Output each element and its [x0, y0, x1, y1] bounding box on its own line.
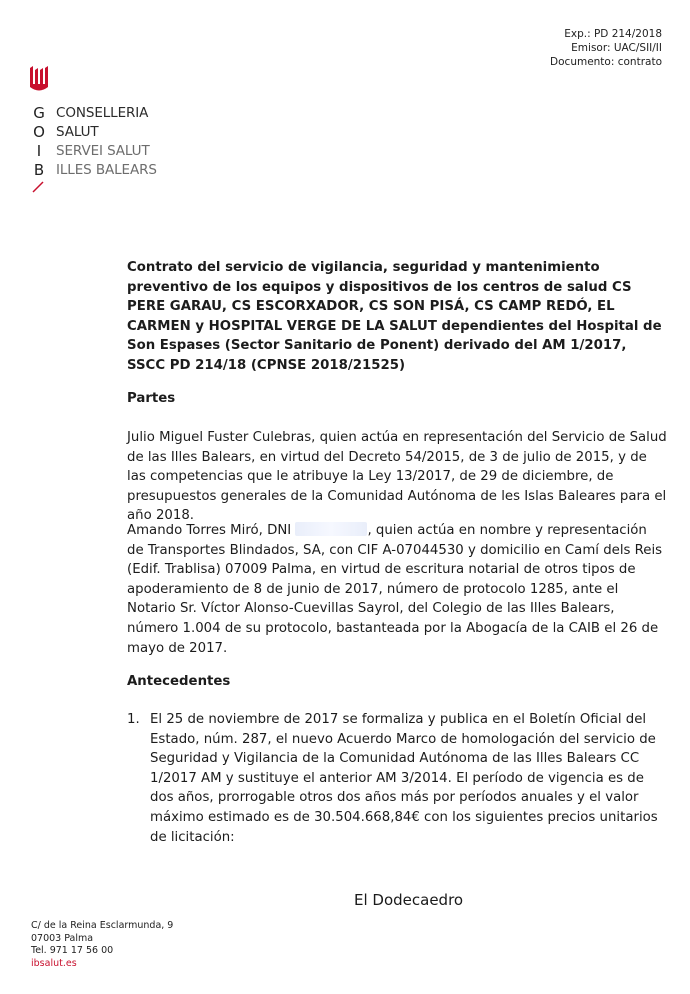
document-reference: [550, 27, 662, 69]
contract-title: Contrato del servicio de vigilancia, seguridad y mantenimiento preventivo de los equipos y dispositivos de los centros de salud CS PERE GARAU, CS ESCORXADOR, CS SON PISÁ, CS CAMP REDÓ, EL CARMEN y HOSPITAL VERGE DE LA SALUT dependientes del Hospital de Son Espases (Sector Sanitario de Ponent) derivado del AM 1/2017, SSCC PD 214/18 (CPNSE 2018/21525): [127, 260, 662, 373]
goib-letters: [32, 104, 46, 180]
address-phone: Tel. 971 17 56 00: [31, 945, 114, 956]
watermark-label: El Dodecaedro: [354, 891, 464, 909]
department-line-3: SERVEI SALUT: [56, 143, 150, 159]
section-heading-antecedentes: Antecedentes: [127, 674, 231, 689]
footer-address: [31, 920, 173, 970]
party-2-intro: Amando Torres Miró, DNI: [127, 523, 296, 538]
list-item-number: 1.: [127, 712, 140, 727]
expedient-number: Exp.: PD 214/2018: [564, 28, 662, 40]
party-paragraph-1: Julio Miguel Fuster Culebras, quien actúa en representación del Servicio de Salud de las Illes Balears, en virtud del Decreto 54/2015, de 3 de julio de 2015, y de las competencias que le atribuye la Ley 13/2017, de 29 de diciembre, de presupuestos generales de la Comunidad Autónoma de les Islas Baleares para el año 2018.: [127, 430, 667, 524]
document-type: Documento: contrato: [550, 56, 662, 68]
issuer: Emisor: UAC/SII/II: [571, 42, 662, 54]
govern-coat-of-arms-icon: [29, 66, 49, 94]
goib-letter-i: I: [36, 142, 42, 160]
party-2-text: , quien actúa en nombre y representación de Transportes Blindados, SA, con CIF A-07044530 y domicilio en Camí dels Reis (Edif. Trablisa) 07009 Palma, en virtud de escritura notarial de otros tipos de apoderamiento de 8 de junio de 2017, número de protocolo 1285, ante el Notario Sr. Víctor Alonso-Cuevillas Sayrol, del Colegio de las Illes Balears, número 1.004 de su protocolo, bastanteada por la Abogacía de la CAIB el 26 de mayo de 2017.: [127, 523, 663, 656]
department-line-1: CONSELLERIA: [56, 105, 149, 121]
list-item: [127, 710, 667, 847]
website-link[interactable]: ibsalut.es: [31, 957, 77, 969]
redacted-dni: [295, 522, 367, 536]
department-line-4: ILLES BALEARS: [56, 162, 157, 178]
department-line-2: SALUT: [56, 124, 99, 140]
section-heading-partes: Partes: [127, 391, 176, 406]
department-name: [56, 104, 157, 180]
goib-letter-g: G: [33, 104, 45, 122]
goib-letter-b: B: [33, 161, 45, 179]
party-paragraph-2: [127, 521, 667, 658]
address-street: C/ de la Reina Esclarmunda, 9: [31, 920, 174, 931]
goib-letter-o: O: [33, 123, 45, 141]
list-item-text: El 25 de noviembre de 2017 se formaliza y publica en el Boletín Oficial del Estado, núm. 287, el nuevo Acuerdo Marco de homologación del servicio de Seguridad y Vigilancia de la Comunidad Autónoma de las Illes Balears CC 1/2017 AM y sustituye el anterior AM 3/2014. El período de vigencia es de dos años, prorrogable otros dos años más por períodos anuales y el valor máximo estimado es de 30.504.668,84€ con los siguientes precios unitarios de licitación:: [150, 712, 658, 845]
address-city: 07003 Palma: [31, 932, 94, 944]
slash-accent-icon: [31, 180, 45, 194]
